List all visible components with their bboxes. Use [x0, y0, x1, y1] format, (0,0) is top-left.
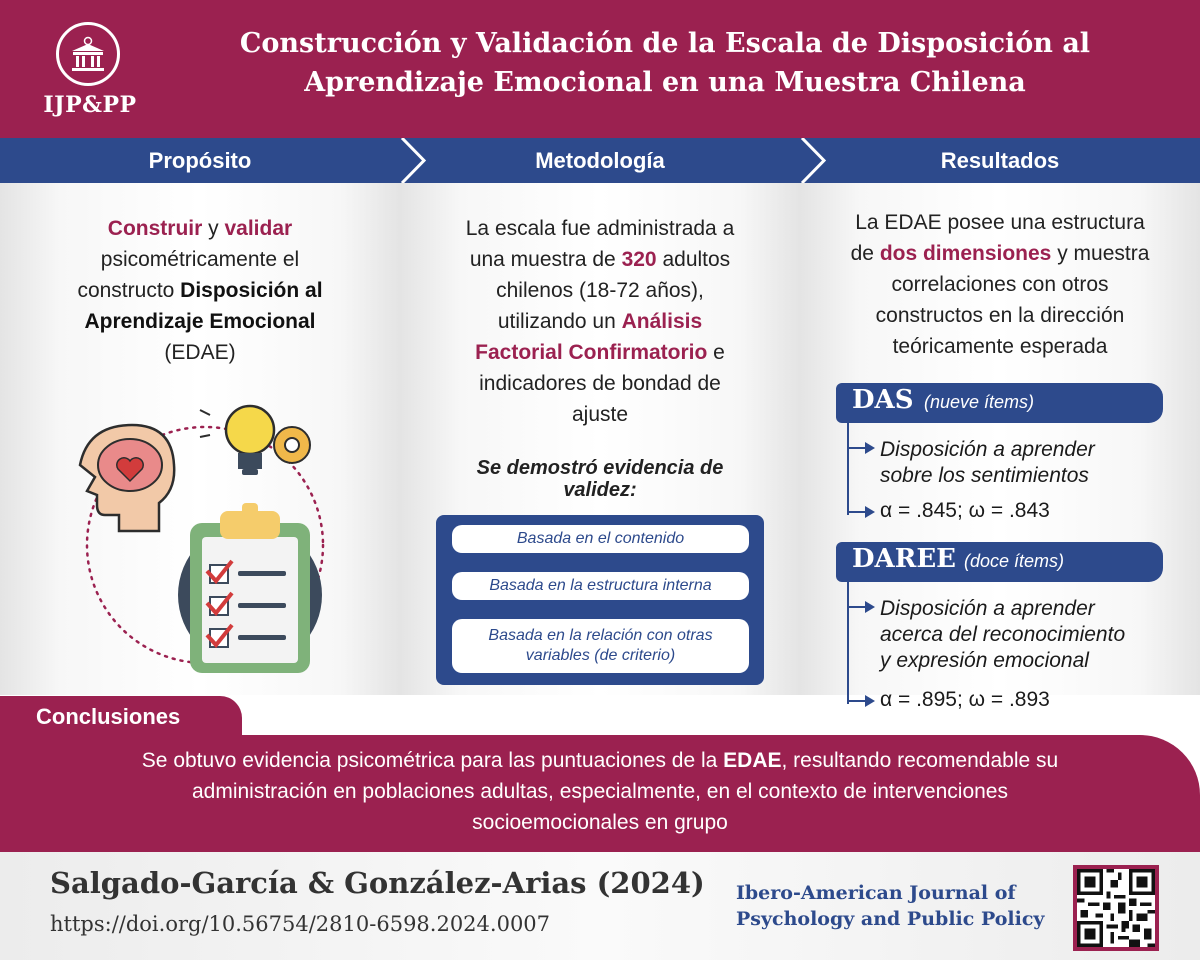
conclusions-line-3: socioemocionales en grupo: [472, 811, 728, 834]
results-line-5: teóricamente esperada: [892, 335, 1108, 358]
header-banner: [0, 0, 1200, 138]
method-line-1: La escala fue administrada a: [465, 217, 735, 240]
step-metodologia: Metodología: [535, 148, 665, 173]
validity-pill-criterion: [452, 619, 749, 673]
method-line-2a: una muestra de: [469, 248, 622, 271]
validity-pill-criterion-line-2: variables (de criterio): [525, 647, 676, 664]
page-title: [185, 24, 1145, 102]
qr-code-icon[interactable]: [1073, 865, 1159, 951]
title-line-1: Construcción y Validación de la Escala de Disposición al: [239, 28, 1091, 59]
method-line-4a: utilizando un: [497, 310, 622, 333]
results-line-2a: de: [850, 242, 880, 265]
arrow-right-icon: [847, 600, 875, 614]
results-line-1: La EDAE posee una estructura: [855, 211, 1145, 234]
connector-line: [847, 423, 849, 515]
results-line-2c: y muestra: [1051, 242, 1150, 265]
validity-pill-content: Basada en el contenido: [452, 525, 749, 553]
purpose-disposicion: Disposición al: [180, 279, 323, 302]
dimension-daree-description: [880, 596, 1125, 674]
building-icon: [56, 22, 120, 86]
conclusions-panel: [0, 735, 1200, 852]
results-two-dimensions: dos dimensiones: [879, 242, 1052, 265]
dimension-das-name: DAS: [852, 385, 914, 415]
logo-text: IJP&PP: [43, 92, 137, 118]
results-text: [815, 207, 1185, 362]
method-line-7: ajuste: [571, 403, 629, 426]
journal-line-1: Ibero-American Journal of: [736, 882, 1016, 904]
method-text: [415, 213, 785, 430]
step-resultados: Resultados: [940, 148, 1060, 173]
title-line-2: Aprendizaje Emocional en una Muestra Chilena: [304, 67, 1026, 98]
method-factorial: Factorial Confirmatorio: [475, 341, 708, 364]
journal-line-2: Psychology and Public Policy: [736, 908, 1045, 930]
daree-desc-line-3: y expresión emocional: [880, 649, 1089, 672]
illustration: [60, 395, 350, 685]
dimension-das-stats: α = .845; ω = .843: [880, 499, 1050, 522]
dimension-daree-stats: α = .895; ω = .893: [880, 688, 1050, 711]
method-line-3: chilenos (18-72 años),: [496, 279, 704, 302]
evidence-heading-line-1: Se demostró evidencia de: [476, 457, 724, 479]
purpose-constructo: constructo: [77, 279, 181, 302]
validity-box: [436, 515, 764, 685]
conclusions-line-1c: , resultando recomendable su: [781, 749, 1059, 772]
arrow-right-icon: [847, 694, 875, 708]
lightbulb-gear-icon: [200, 395, 310, 475]
method-analisis: Análisis: [621, 310, 703, 333]
purpose-y: y: [202, 217, 225, 240]
daree-desc-line-1: Disposición a aprender: [880, 597, 1095, 620]
method-line-2c: adultos: [656, 248, 731, 271]
results-line-4: constructos en la dirección: [875, 304, 1125, 327]
dimension-daree-items: (doce ítems): [964, 551, 1065, 571]
conclusions-tab: Conclusiones: [0, 696, 242, 738]
evidence-heading-line-2: validez:: [563, 479, 637, 501]
journal-name: [736, 880, 1044, 932]
results-line-3: correlaciones con otros: [891, 273, 1109, 296]
step-bar: [0, 138, 1200, 183]
das-desc-line-2: sobre los sentimientos: [880, 464, 1089, 487]
conclusions-edae: EDAE: [723, 749, 782, 772]
step-proposito: Propósito: [148, 148, 252, 173]
dimension-daree-name: DAREE: [852, 544, 956, 574]
conclusions-line-1a: Se obtuvo evidencia psicométrica para las puntuaciones de la: [141, 749, 724, 772]
head-brain-icon: [80, 425, 174, 531]
dimension-das-description: [880, 437, 1095, 489]
doi-link[interactable]: https://doi.org/10.56754/2810-6598.2024.0007: [50, 912, 551, 936]
purpose-line-2: psicométricamente el: [100, 248, 300, 271]
method-line-5b: e: [707, 341, 725, 364]
daree-desc-line-2: acerca del reconocimiento: [880, 623, 1126, 646]
purpose-edae: (EDAE): [164, 341, 236, 364]
arrow-right-icon: [847, 505, 875, 519]
purpose-construir: Construir: [107, 217, 203, 240]
purpose-text: [20, 213, 380, 368]
evidence-heading: [430, 457, 770, 501]
dimension-daree-bar: [836, 542, 1163, 582]
method-line-6: indicadores de bondad de: [479, 372, 721, 395]
dimension-das-items: (nueve ítems): [924, 392, 1035, 412]
purpose-validar: validar: [224, 217, 293, 240]
validity-pill-structure: Basada en la estructura interna: [452, 572, 749, 600]
authors-citation: Salgado-García & González-Arias (2024): [50, 866, 705, 900]
conclusions-line-2: administración en poblaciones adultas, especialmente, en el contexto de intervenciones: [191, 780, 1008, 803]
method-sample-size: 320: [621, 248, 657, 271]
arrow-right-icon: [847, 441, 875, 455]
dimension-das-bar: [836, 383, 1163, 423]
purpose-aprendizaje: Aprendizaje Emocional: [84, 310, 316, 333]
clipboard-checklist-icon: [178, 503, 322, 673]
das-desc-line-1: Disposición a aprender: [880, 438, 1095, 461]
validity-pill-criterion-line-1: Basada en la relación con otras: [488, 627, 713, 644]
